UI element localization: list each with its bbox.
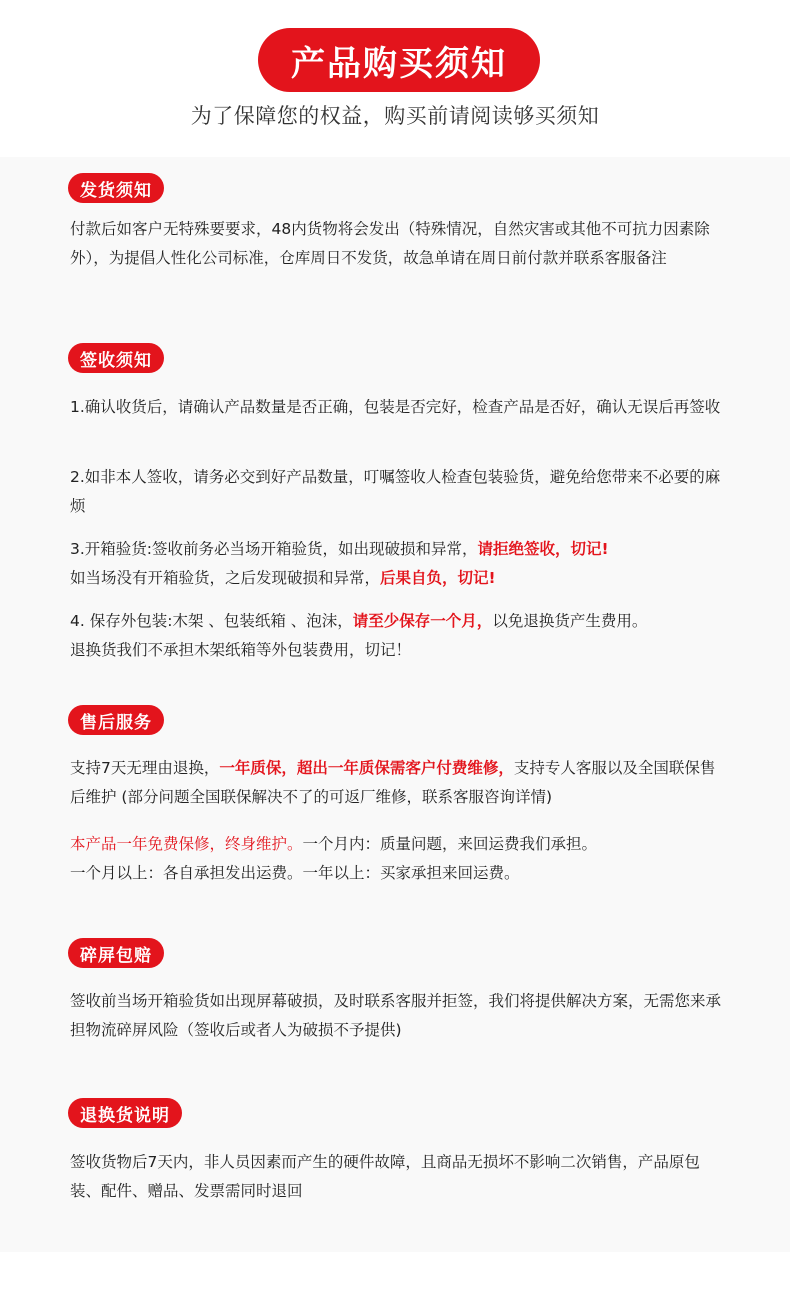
receipt-item-3-text: 3.开箱验货:签收前务必当场开箱验货，如出现破损和异常， bbox=[70, 540, 478, 558]
page-header bbox=[0, 0, 790, 157]
receipt-item-4-text-3: 退换货我们不承担木架纸箱等外包装费用，切记！ bbox=[70, 641, 412, 659]
aftersales-text-2: 支持专人客服以及全国联保售后维护 (部分问题全国联保解决不了的可返厂维修，联系客服咨询详情) bbox=[70, 759, 716, 806]
aftersales-text-4: 一个月以上：各自承担发出运费。一年以上：买家承担来回运费。 bbox=[70, 864, 520, 882]
screen-badge: 碎屏包赔 bbox=[68, 938, 164, 968]
receipt-item-4 bbox=[70, 607, 750, 665]
returns-text: 签收货物后7天内，非人员因素而产生的硬件故障，且商品无损坏不影响二次销售，产品原包装、配件、赠品、发票需同时退回 bbox=[70, 1153, 700, 1200]
notice-panel bbox=[0, 157, 790, 1252]
page-title: 产品购买须知 bbox=[258, 28, 540, 92]
aftersales-warranty: 一年质保，超出一年质保需客户付费维修， bbox=[219, 759, 514, 777]
receipt-item-3-warning: 请拒绝签收，切记! bbox=[477, 540, 609, 558]
aftersales-paragraph-2 bbox=[70, 830, 730, 888]
aftersales-text-3: 一个月内：质量问题，来回运费我们承担。 bbox=[302, 835, 598, 853]
shipping-badge: 发货须知 bbox=[68, 173, 164, 203]
shipping-text: 付款后如客户无特殊要要求，48内货物将会发出（特殊情况，自然灾害或其他不可抗力因素除外），为提倡人性化公司标准，仓库周日不发货，故急单请在周日前付款并联系客服备注 bbox=[70, 220, 710, 267]
screen-text: 签收前当场开箱验货如出现屏幕破损，及时联系客服并拒签，我们将提供解决方案，无需您来承担物流碎屏风险（签收后或者人为破损不予提供) bbox=[70, 992, 722, 1039]
receipt-item-3-warning-2: 后果自负，切记! bbox=[380, 569, 496, 587]
page-subtitle: 为了保障您的权益，购买前请阅读够买须知 bbox=[190, 104, 600, 128]
receipt-item-4-warning: 请至少保存一个月， bbox=[352, 612, 493, 630]
receipt-item-4-text-2: 以免退换货产生费用。 bbox=[492, 612, 648, 630]
aftersales-badge: 售后服务 bbox=[68, 705, 164, 735]
aftersales-free-repair: 本产品一年免费保修，终身维护。 bbox=[70, 835, 303, 853]
aftersales-text: 支持7天无理由退换， bbox=[70, 759, 220, 777]
aftersales-paragraph-1 bbox=[70, 754, 730, 812]
receipt-item-1: 1.确认收货后，请确认产品数量是否正确，包装是否完好，检查产品是否好，确认无误后再签收 bbox=[70, 398, 721, 416]
returns-badge: 退换货说明 bbox=[68, 1098, 182, 1128]
receipt-item-3-text-2: 如当场没有开箱验货，之后发现破损和异常， bbox=[70, 569, 381, 587]
receipt-item-3 bbox=[70, 535, 730, 593]
receipt-badge: 签收须知 bbox=[68, 343, 164, 373]
receipt-item-4-text: 4. 保存外包装:木架 、包装纸箱 、泡沫， bbox=[70, 612, 353, 630]
receipt-item-2: 2.如非本人签收，请务必交到好产品数量，叮嘱签收人检查包装验货，避免给您带来不必要的麻烦 bbox=[70, 468, 721, 515]
